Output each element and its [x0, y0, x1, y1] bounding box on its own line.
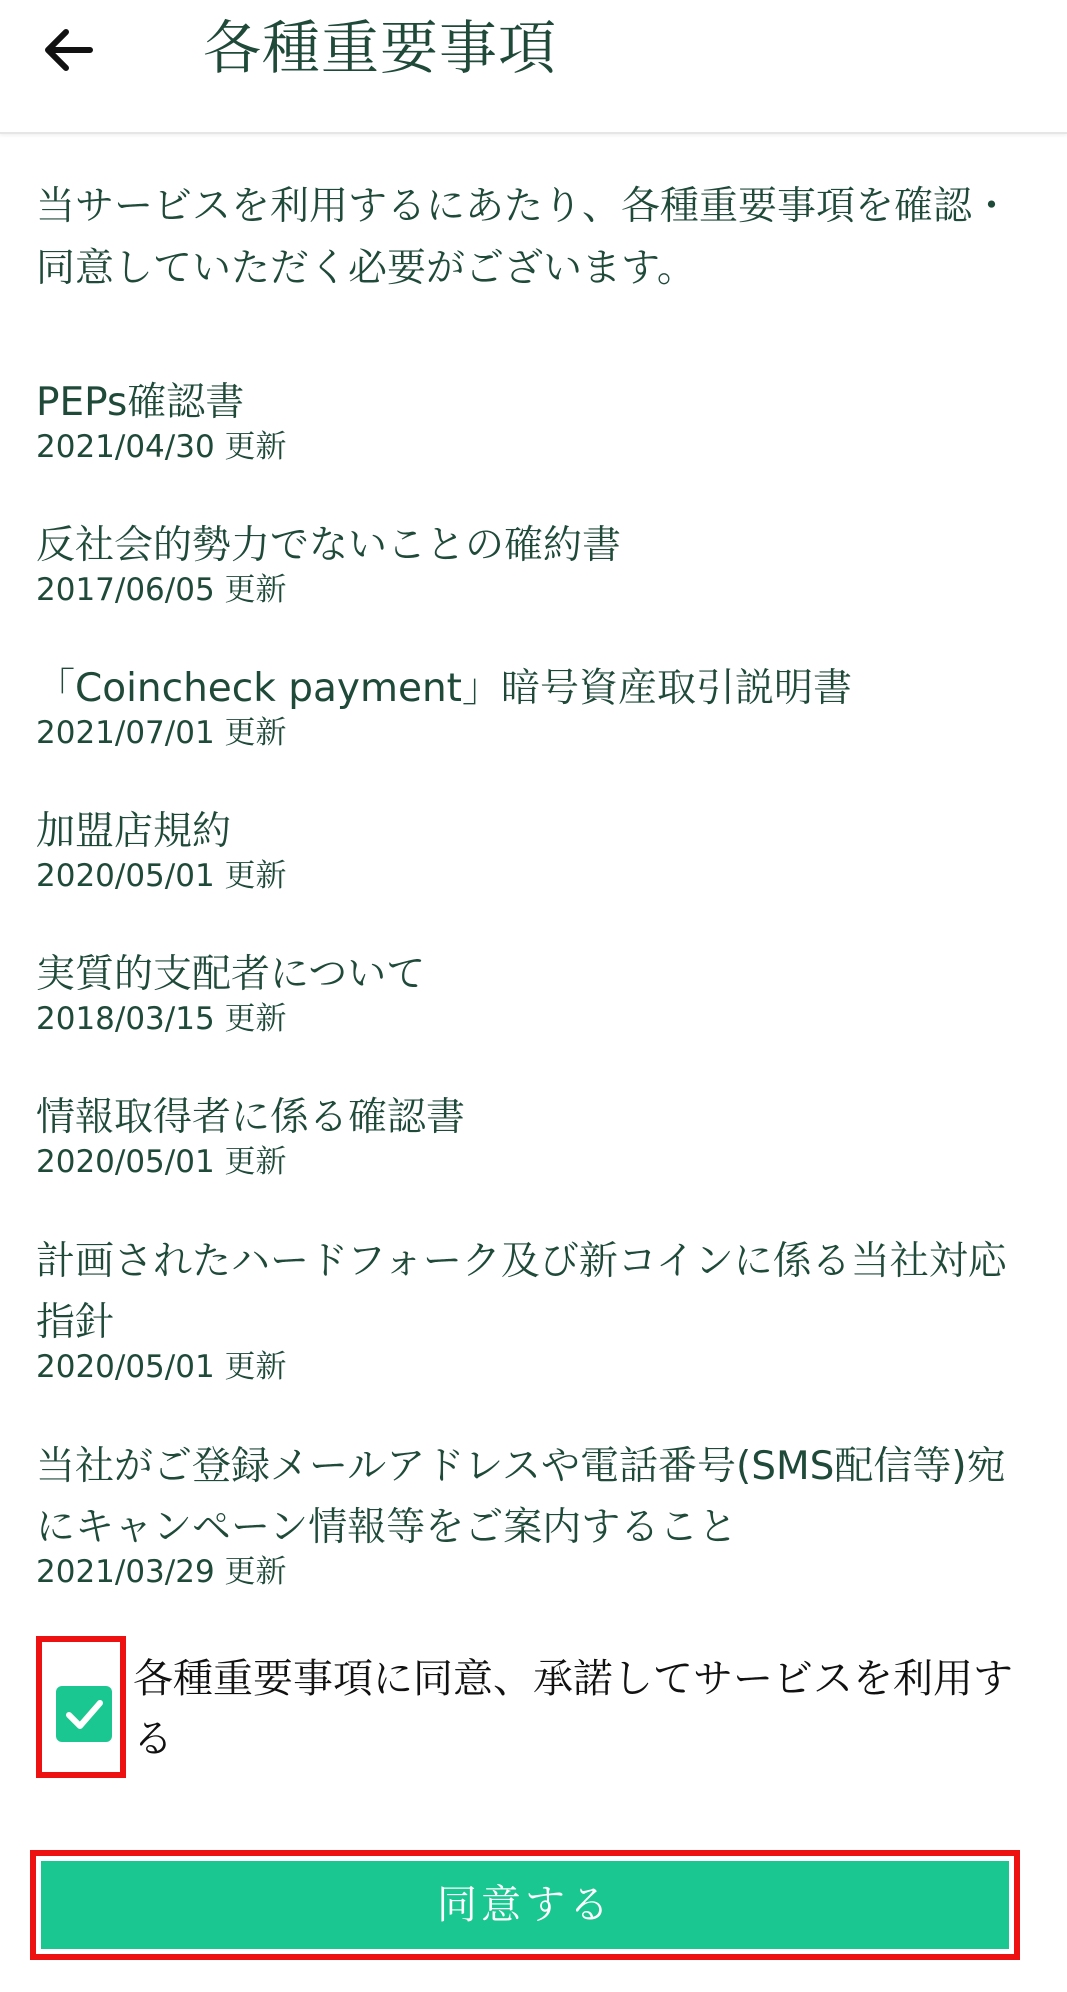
document-title: 「Coincheck payment」暗号資産取引説明書 [36, 666, 852, 711]
checkmark-icon [56, 1686, 112, 1742]
agree-button[interactable]: 同意する [41, 1861, 1009, 1949]
arrow-left-icon [28, 12, 118, 88]
consent-label[interactable]: 各種重要事項に同意、承諾してサービスを利用する [133, 1656, 1013, 1762]
document-title: 実質的支配者について [36, 952, 426, 997]
page-title: 各種重要事項 [203, 14, 558, 82]
intro-text: 当サービスを利用するにあたり、各種重要事項を確認・同意していただく必要がございます。 [36, 184, 1012, 291]
document-date: 2018/03/15 更新 [36, 1001, 287, 1037]
document-title: 情報取得者に係る確認書 [36, 1095, 466, 1140]
document-date: 2020/05/01 更新 [36, 1349, 287, 1385]
document-item-campaign-notice[interactable] [36, 1436, 1026, 1592]
consent-checkbox[interactable] [56, 1686, 112, 1742]
header-bar [0, 0, 1067, 134]
back-button[interactable] [28, 12, 118, 88]
document-date: 2021/03/29 更新 [36, 1554, 287, 1590]
document-item-merchant-terms[interactable] [36, 801, 1026, 896]
document-item-beneficial-owner[interactable] [36, 944, 1026, 1039]
document-date: 2021/07/01 更新 [36, 715, 287, 751]
document-date: 2020/05/01 更新 [36, 858, 287, 894]
document-item-info-acquirer[interactable] [36, 1087, 1026, 1182]
document-item-peps[interactable] [36, 372, 1026, 467]
document-title: 反社会的勢力でないことの確約書 [36, 523, 622, 568]
document-title: 計画されたハードフォーク及び新コインに係る当社対応指針 [36, 1239, 1007, 1345]
document-title: PEPs確認書 [36, 380, 245, 425]
document-date: 2017/06/05 更新 [36, 572, 287, 608]
document-item-coincheck-payment[interactable] [36, 658, 1026, 753]
document-item-hard-fork-policy[interactable] [36, 1231, 1026, 1387]
document-item-antisocial[interactable] [36, 515, 1026, 610]
document-date: 2021/04/30 更新 [36, 429, 287, 465]
document-title: 当社がご登録メールアドレスや電話番号(SMS配信等)宛にキャンペーン情報等をご案内すること [36, 1444, 1006, 1550]
document-title: 加盟店規約 [36, 809, 232, 854]
document-date: 2020/05/01 更新 [36, 1144, 287, 1180]
